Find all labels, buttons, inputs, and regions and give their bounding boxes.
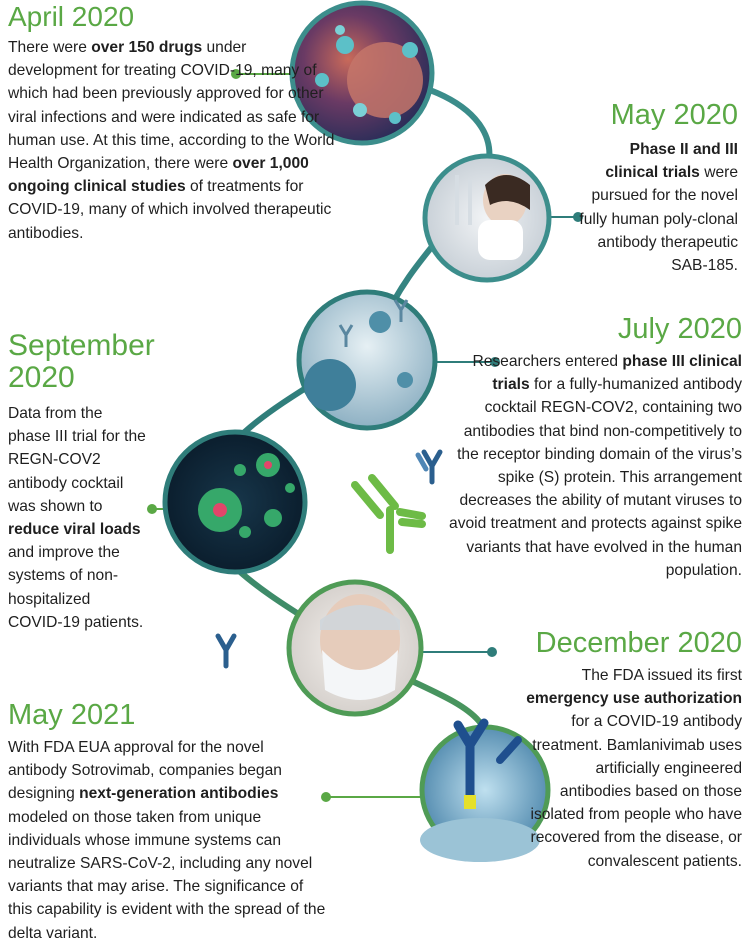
antibody-icon-blue-top [418,452,440,482]
entry-may-2020-text: Phase II and III clinical trials were pursued for the novel fully human poly-clonal antibody therapeutic SAB-185. [579,141,738,275]
antibody-icon-blue-bottom [218,636,234,666]
entry-july-2020-text: Researchers entered phase III clinical trials for a fully-humanized antibody cocktail REGN-COV2, containing two antibodies that bind non-competitively to the receptor binding domain of the virus’s spike (S) protein. This arrangement decreases the ability of mutant viruses to avoid treatment and protects against spike variants that have evolved in the human population. [449,353,742,579]
entry-december-2020-text: The FDA issued its first emergency use authorization for a COVID-19 antibody treatment. Bamlanivimab uses artificially engineered antibodies based on those isolated from people who have recovered from the disease, or convalescent patients. [526,667,742,870]
date-april-2020: April 2020 [8,1,135,32]
antibody-icon-green [355,478,422,550]
entry-september-2020-text: Data from the phase III trial for the REGN-COV2 antibody cocktail was shown to reduce viral loads and improve the systems of non-hospitalized COVID-19 patients. [8,405,146,631]
connector-may-2021 [322,793,420,801]
glowing-virus-particles-image [165,432,305,572]
scientist-with-pipette-image [425,156,549,280]
date-september-2020: September 2020 [8,329,155,394]
date-may-2020: May 2020 [610,99,738,131]
virus-antibodies-illustration-image [299,292,435,428]
entry-april-2020-text: There were over 150 drugs under development for treating COVID-19, many of which had been previously approved for other viral infections and were indicated as safe for human use. At this time, according to the World Health Organization, there were over 1,000 ongoing clinical studies of treatments for COVID-19, many of which involved therapeutic antibodies. [8,39,335,242]
date-july-2020: July 2020 [617,313,742,345]
entry-may-2021-text: With FDA EUA approval for the novel antibody Sotrovimab, companies began designing next-generation antibodies modeled on those taken from unique individuals whose immune systems can neutralize SARS-CoV-2, including any novel variants that may arise. The significance of this capability is evident with the spread of the delta variant. [8,739,326,942]
date-may-2021: May 2021 [8,699,136,731]
date-december-2020: December 2020 [535,627,742,659]
researcher-with-mask-image [289,582,421,714]
